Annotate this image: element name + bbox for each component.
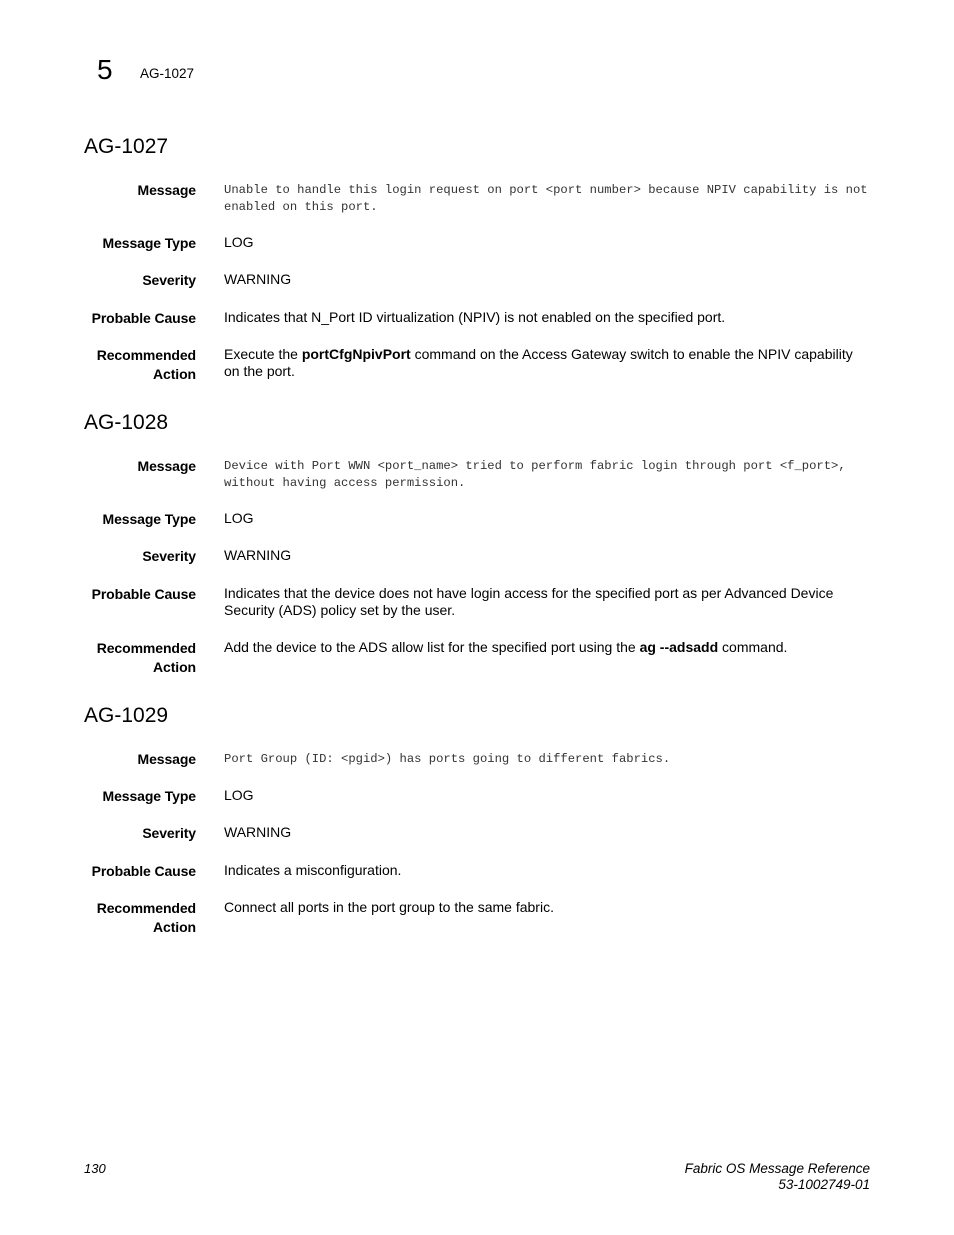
message-type-value: LOG bbox=[224, 510, 254, 526]
label-recommended-action bbox=[66, 639, 196, 677]
doc-number: 53-1002749-01 bbox=[778, 1177, 870, 1192]
label-recommended: Recommended bbox=[96, 900, 196, 916]
section-title: AG-1027 bbox=[84, 135, 169, 158]
probable-cause-value: Indicates that N_Port ID virtualization (NPIV) is not enabled on the specified port. bbox=[224, 309, 726, 325]
action-text: Execute the bbox=[224, 346, 302, 362]
label-message: Message bbox=[137, 458, 196, 474]
label-message-type: Message Type bbox=[102, 788, 196, 804]
label-message-type: Message Type bbox=[102, 511, 196, 527]
severity-value: WARNING bbox=[224, 824, 292, 840]
label-action: Action bbox=[153, 919, 196, 935]
label-recommended-action bbox=[66, 346, 196, 384]
label-message-type: Message Type bbox=[102, 235, 196, 251]
recommended-action-value bbox=[224, 639, 870, 656]
label-recommended-action bbox=[66, 899, 196, 937]
label-probable-cause: Probable Cause bbox=[91, 586, 196, 602]
recommended-action-value bbox=[224, 346, 870, 380]
probable-cause-value: Indicates a misconfiguration. bbox=[224, 862, 402, 878]
action-text-end: command on the Access Gateway switch to enable the NPIV capability on the port. bbox=[224, 346, 853, 379]
label-recommended: Recommended bbox=[96, 640, 196, 656]
action-text: Add the device to the ADS allow list for the specified port using the bbox=[224, 639, 640, 655]
section-title: AG-1028 bbox=[84, 411, 169, 434]
running-head: AG-1027 bbox=[140, 66, 195, 81]
probable-cause-value: Indicates that the device does not have login access for the specified port as per Advanced Device Security (ADS) policy set by the user. bbox=[224, 585, 834, 618]
label-severity: Severity bbox=[142, 272, 196, 288]
message-text: Device with Port WWN <port_name> tried to perform fabric login through port <f_port>, without having access permission. bbox=[224, 459, 846, 490]
message-type-value: LOG bbox=[224, 787, 254, 803]
label-recommended: Recommended bbox=[96, 347, 196, 363]
message-text: Unable to handle this login request on port <port number> because NPIV capability is not enabled on this port. bbox=[224, 183, 868, 214]
label-action: Action bbox=[153, 366, 196, 382]
severity-value: WARNING bbox=[224, 271, 292, 287]
label-message: Message bbox=[137, 751, 196, 767]
message-text: Port Group (ID: <pgid>) has ports going to different fabrics. bbox=[224, 752, 671, 766]
page-number: 130 bbox=[84, 1161, 106, 1176]
label-probable-cause: Probable Cause bbox=[91, 310, 196, 326]
recommended-action-value bbox=[224, 899, 870, 916]
severity-value: WARNING bbox=[224, 547, 292, 563]
action-text-end: command. bbox=[718, 639, 788, 655]
chapter-number: 5 bbox=[97, 54, 113, 85]
label-message: Message bbox=[137, 182, 196, 198]
footer-doc-info bbox=[685, 1161, 870, 1193]
action-text: Connect all ports in the port group to the same fabric. bbox=[224, 899, 554, 915]
command-name: portCfgNpivPort bbox=[301, 346, 411, 362]
label-severity: Severity bbox=[142, 825, 196, 841]
command-name: ag --adsadd bbox=[639, 639, 719, 655]
label-probable-cause: Probable Cause bbox=[91, 863, 196, 879]
doc-title: Fabric OS Message Reference bbox=[684, 1161, 870, 1176]
section-title: AG-1029 bbox=[84, 704, 169, 727]
label-action: Action bbox=[153, 659, 196, 675]
message-type-value: LOG bbox=[224, 234, 254, 250]
label-severity: Severity bbox=[142, 548, 196, 564]
